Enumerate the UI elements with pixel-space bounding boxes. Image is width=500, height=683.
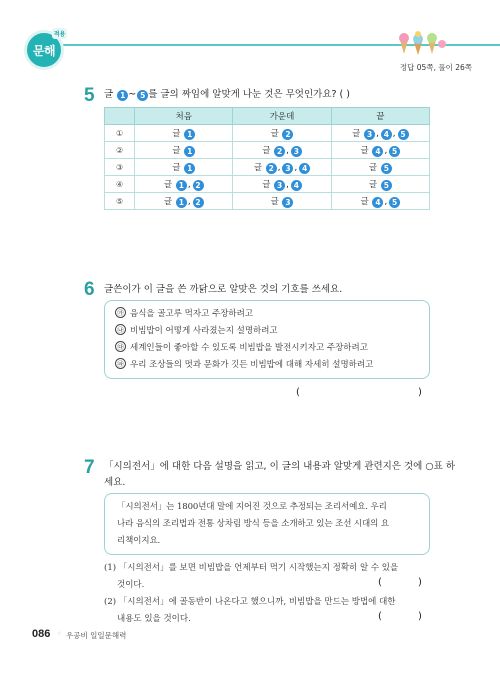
info-line: 「시의전서」는 1800년대 말에 지어진 것으로 추정되는 조리서예요. 우리 [117, 502, 387, 512]
option-text: 세계인들이 좋아할 수 있도록 비빔밥을 발전시키자고 주장하려고 [130, 343, 368, 353]
option-text: 우리 조상들의 멋과 문화가 깃든 비빔밥에 대해 자세히 설명하려고 [130, 360, 374, 370]
paragraph-number-badge: 1 [117, 90, 128, 101]
answer-paren-close[interactable]: ) [418, 387, 422, 398]
q5-rest: 를 글의 짜임에 알맞게 나눈 것은 무엇인가요? ( ) [148, 89, 350, 100]
cell-middle [233, 176, 331, 193]
cell-comma: , [277, 162, 281, 173]
paragraph-number-badge: 5 [381, 163, 392, 174]
table-header-middle: 가운데 [233, 108, 331, 125]
cell-comma: , [392, 128, 396, 139]
question-number-5: 5 [84, 85, 95, 106]
table-row [105, 176, 430, 193]
sub-item-2-paren-open[interactable]: ( [378, 611, 382, 622]
question-7-text-line2: 세요. [104, 477, 126, 488]
cell-comma: , [384, 196, 388, 207]
cell-comma: , [376, 128, 379, 139]
sub-item-line1: 「시의전서」에 골동반이 나온다고 했으니까, 비빔밥을 만드는 방법에 대한 [118, 597, 396, 607]
row-index: ⑤ [105, 193, 135, 210]
paragraph-number-badge: 2 [274, 146, 285, 157]
row-index: ③ [105, 159, 135, 176]
cell-glyph: 글 [368, 162, 378, 173]
sub-item-1 [104, 560, 398, 577]
paragraph-number-badge: 3 [274, 180, 285, 191]
cell-comma: , [384, 145, 388, 156]
sub-item-2 [104, 594, 396, 611]
cell-glyph: 글 [253, 162, 263, 173]
structure-table [104, 107, 430, 210]
cell-middle [233, 142, 331, 159]
page-number: 086 [32, 628, 51, 640]
paragraph-number-badge: 1 [184, 163, 195, 174]
cell-end [331, 125, 429, 142]
paragraph-number-badge: 3 [282, 197, 293, 208]
paragraph-number-badge: 1 [176, 180, 187, 191]
cell-comma: , [286, 179, 289, 190]
paragraph-number-badge: 2 [266, 163, 277, 174]
cell-end [331, 193, 429, 210]
cell-glyph: 글 [270, 196, 279, 207]
option-item[interactable] [115, 306, 419, 323]
cell-start [135, 176, 233, 193]
sub-item-1-paren-close[interactable]: ) [418, 577, 422, 588]
paragraph-number-badge: 1 [184, 146, 195, 157]
table-row [105, 159, 430, 176]
paragraph-number-badge: 5 [381, 180, 392, 191]
sub-item-2-line2: 내용도 있을 것이다. [117, 614, 191, 624]
cell-start [135, 142, 233, 159]
row-index: ② [105, 142, 135, 159]
cell-end [331, 176, 429, 193]
paragraph-number-badge: 5 [398, 129, 409, 140]
option-item[interactable] [115, 357, 419, 374]
cell-glyph: 글 [172, 128, 181, 139]
table-row [105, 193, 430, 210]
option-mark: ㉱ [115, 358, 126, 369]
sub-item-2-paren-close[interactable]: ) [418, 611, 422, 622]
paragraph-number-badge: 5 [389, 146, 400, 157]
paragraph-number-badge: 4 [291, 180, 302, 191]
q5-tilde: ~ [128, 89, 137, 100]
cell-comma: , [187, 196, 191, 207]
paragraph-number-badge: 5 [389, 197, 400, 208]
paragraph-number-badge: 2 [193, 197, 204, 208]
option-text: 비빔밥이 어떻게 사라졌는지 설명하려고 [130, 326, 278, 336]
cell-end [331, 142, 429, 159]
option-text: 음식을 골고루 먹자고 주장하려고 [130, 309, 254, 319]
table-row [105, 142, 430, 159]
answer-paren-open: ( [296, 387, 300, 398]
cell-middle [233, 159, 331, 176]
info-line: 나라 음식의 조리법과 전통 상차림 방식 등을 소개하고 있는 조선 시대의 요 [117, 519, 389, 529]
cell-comma: , [286, 145, 289, 156]
cell-glyph: 글 [163, 196, 173, 207]
q5-prefix: 글 [104, 89, 114, 100]
option-item[interactable] [115, 340, 419, 357]
question-number-7: 7 [84, 457, 95, 478]
sub-item-1-paren-open[interactable]: ( [378, 577, 382, 588]
cell-glyph: 글 [368, 179, 378, 190]
options-box [104, 300, 430, 379]
cell-glyph: 글 [360, 145, 369, 156]
section-sub-badge: 적용 [52, 28, 67, 39]
cell-end [331, 159, 429, 176]
paragraph-number-badge: 3 [291, 146, 302, 157]
question-number-6: 6 [84, 279, 95, 300]
row-index: ① [105, 125, 135, 142]
cell-glyph: 글 [352, 128, 361, 139]
table-header-index [105, 108, 135, 125]
cell-start [135, 193, 233, 210]
info-box [104, 493, 430, 555]
cell-glyph: 글 [163, 179, 173, 190]
option-mark: ㉯ [115, 324, 126, 335]
cell-glyph: 글 [360, 196, 369, 207]
table-header-row [105, 108, 430, 125]
paragraph-number-badge: 4 [372, 146, 383, 157]
table-header-end: 끝 [331, 108, 429, 125]
ice-cream-illustration-icon [394, 30, 448, 56]
cell-glyph: 글 [262, 145, 271, 156]
paragraph-number-badge: 5 [137, 90, 148, 101]
row-index: ④ [105, 176, 135, 193]
cell-glyph: 글 [172, 162, 181, 173]
paragraph-number-badge: 2 [193, 180, 204, 191]
section-badge-label: 문해 [32, 43, 56, 58]
paragraph-number-badge: 1 [184, 129, 195, 140]
sub-item-1-line2: 것이다. [117, 580, 145, 590]
cell-glyph: 글 [270, 128, 279, 139]
paragraph-number-badge: 1 [176, 197, 187, 208]
sub-item-label: (2) [104, 597, 117, 607]
question-5-text [104, 87, 350, 103]
sub-item-line1: 「시의전서」를 보면 비빔밥을 언제부터 먹기 시작했는지 정확히 알 수 있을 [118, 563, 399, 573]
option-item[interactable] [115, 323, 419, 340]
option-mark: ㉰ [115, 341, 126, 352]
paragraph-number-badge: 2 [282, 129, 293, 140]
sub-item-label: (1) [104, 563, 117, 573]
cell-comma: , [187, 179, 191, 190]
paragraph-number-badge: 3 [364, 129, 375, 140]
cell-start [135, 125, 233, 142]
question-7-text-line1: 「시의전서」에 대한 다음 설명을 읽고, 이 글의 내용과 알맞게 관련지은 것에 ○표 하 [104, 461, 456, 472]
paragraph-number-badge: 4 [372, 197, 383, 208]
paragraph-number-badge: 4 [381, 129, 392, 140]
paragraph-number-badge: 3 [282, 163, 293, 174]
book-title: 우공비 일일문해력 [66, 631, 127, 640]
cell-middle [233, 125, 331, 142]
question-6-text: 글쓴이가 이 글을 쓴 까닭으로 알맞은 것의 기호를 쓰세요. [104, 284, 343, 295]
answer-reference: 정답 05쪽, 풀이 26쪽 [399, 63, 472, 72]
footer-separator: ◦ [57, 629, 62, 638]
cell-glyph: 글 [172, 145, 181, 156]
table-row [105, 125, 430, 142]
cell-glyph: 글 [262, 179, 271, 190]
table-header-start: 처음 [135, 108, 233, 125]
cell-start [135, 159, 233, 176]
cell-middle [233, 193, 331, 210]
cell-comma: , [294, 162, 298, 173]
option-mark: ㉮ [115, 307, 126, 318]
paragraph-number-badge: 4 [299, 163, 310, 174]
info-line: 리책이지요. [117, 536, 161, 546]
